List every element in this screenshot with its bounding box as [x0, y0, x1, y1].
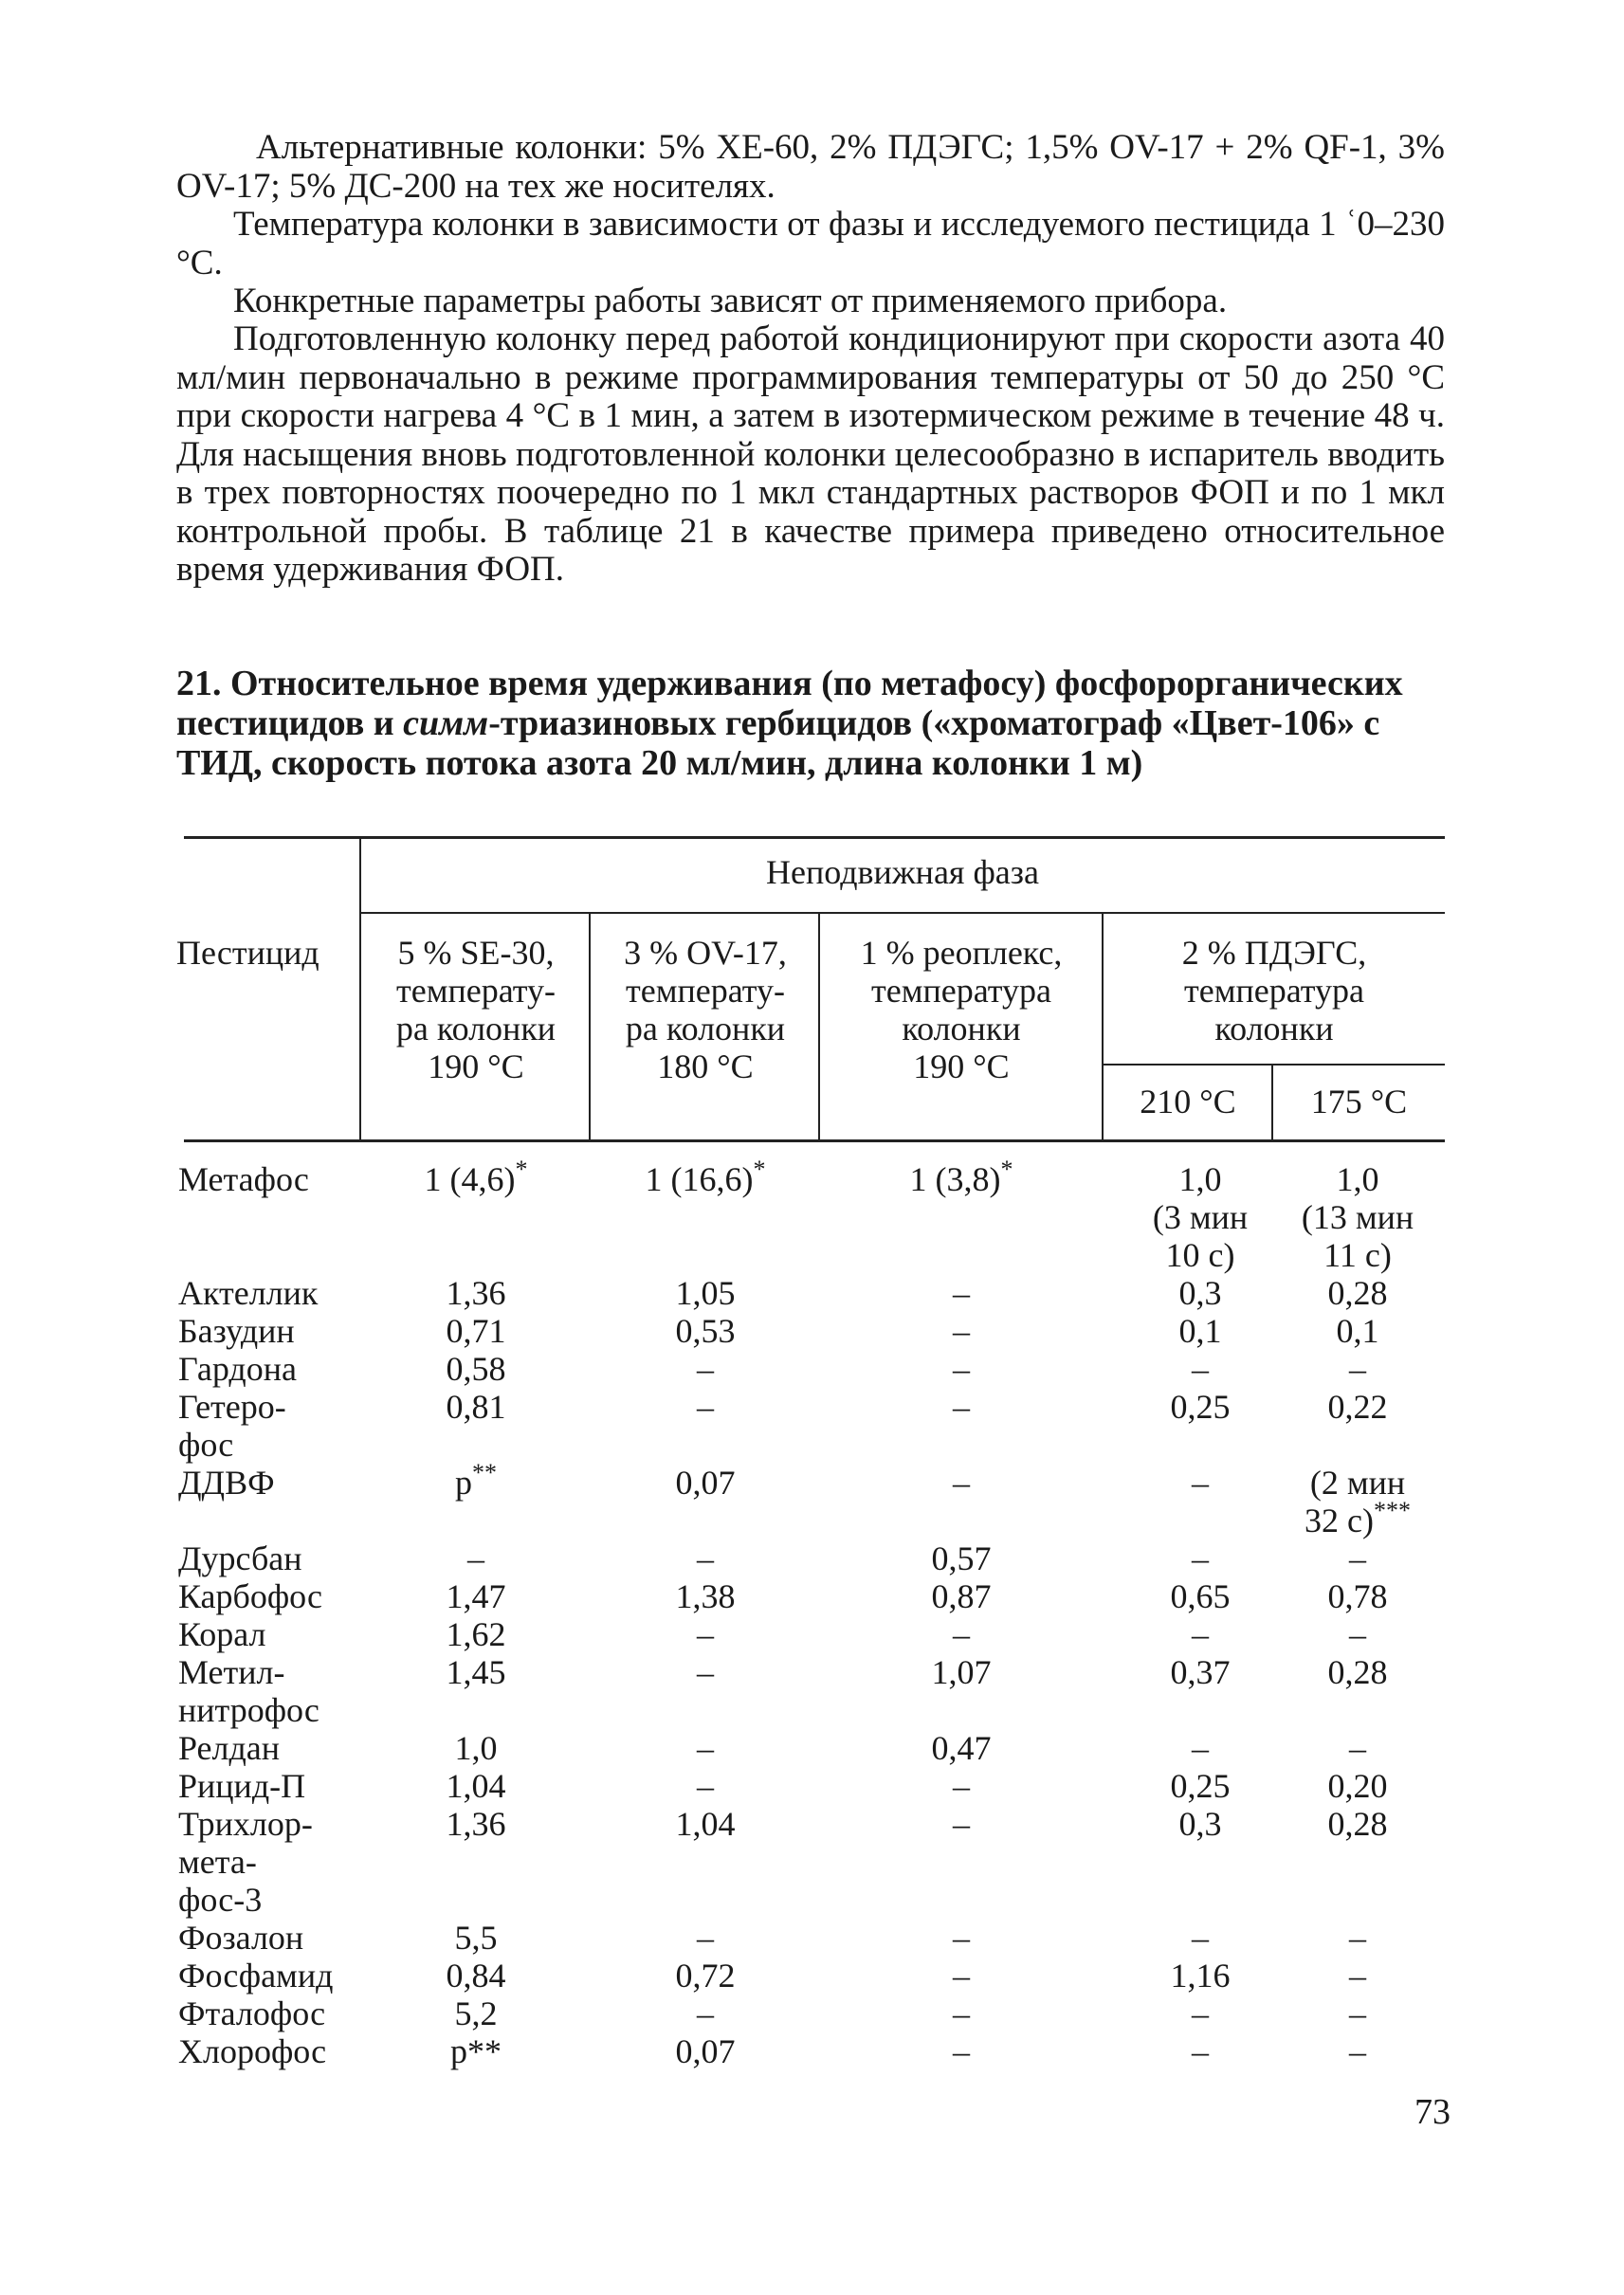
table-caption: [176, 664, 1445, 783]
value: 1 (16,6): [645, 1160, 754, 1198]
row-name: Рицид-П: [178, 1767, 306, 1805]
row-value-ov17: 1,38: [675, 1577, 736, 1615]
header-ov17: 3 % OV-17, температу- ра колонки 180 °C: [624, 934, 787, 1085]
row-value-se30: 1,0: [454, 1729, 498, 1767]
row-value-pdegs-210: 0,25: [1170, 1767, 1231, 1805]
row-value-reoplex: –: [953, 1615, 970, 1653]
value: p: [455, 1464, 472, 1502]
row-name: Фозалон: [178, 1919, 304, 1957]
row-name: Метафос: [178, 1160, 309, 1198]
row-value-pdegs-175: [1274, 1464, 1441, 1539]
row-value-pdegs-210: 0,37: [1170, 1653, 1231, 1691]
header-se30: 5 % SE-30, температу- ра колонки 190 °C: [395, 934, 557, 1085]
row-name: Гардона: [178, 1350, 297, 1388]
row-value-pdegs-210: –: [1192, 1539, 1209, 1577]
row-name: Релдан: [178, 1729, 281, 1767]
row-value-pdegs-175: –: [1349, 1957, 1366, 1994]
row-value-se30: –: [467, 1539, 484, 1577]
row-value-pdegs-210: 0,25: [1170, 1388, 1231, 1426]
row-value-se30: [362, 1156, 590, 1198]
pdegs-sub-rule: [1102, 1064, 1445, 1066]
row-name: Корал: [178, 1615, 266, 1653]
row-value-pdegs-175: –: [1349, 2032, 1366, 2070]
row-value-pdegs-175: –: [1349, 1994, 1366, 2032]
row-value-se30: 1,45: [446, 1653, 506, 1691]
paragraph-parameters: Конкретные параметры работы зависят от применяемого прибора.: [233, 282, 1228, 320]
row-value-reoplex: 0,57: [931, 1539, 992, 1577]
row-value-pdegs-210: –: [1192, 1350, 1209, 1388]
row-name: Хлорофос: [178, 2032, 327, 2070]
row-name: Трихлор- мета- фос-3: [178, 1805, 313, 1919]
row-value-se30: 0,81: [446, 1388, 506, 1426]
header-pdegs-175: 175 °C: [1310, 1083, 1408, 1120]
row-value-reoplex: [821, 1156, 1102, 1198]
row-value-reoplex: 0,47: [931, 1729, 992, 1767]
row-value-ov17: 0,72: [675, 1957, 736, 1994]
row-value-reoplex: –: [953, 2032, 970, 2070]
paragraph-alt-columns: Альтернативные колонки: 5% XE-60, 2% ПДЭГС; 1,5% OV-17 + 2% QF-1, 3% OV-17; 5% ДС-200 на тех же носителях.: [176, 128, 1445, 206]
row-value-pdegs-175: 1,0 (13 мин 11 с): [1301, 1160, 1414, 1274]
table-top-rule: [184, 836, 1445, 839]
row-name: Метил- нитрофос: [178, 1653, 319, 1729]
row-value-ov17: –: [697, 1539, 714, 1577]
row-value-pdegs-210: –: [1192, 1994, 1209, 2032]
row-value-pdegs-210: 0,65: [1170, 1577, 1231, 1615]
row-value-pdegs-175: 0,28: [1327, 1653, 1388, 1691]
footnote-mark: ***: [1373, 1497, 1411, 1524]
phase-group-rule: [360, 912, 1445, 914]
page-number: 73: [1414, 2092, 1451, 2132]
footnote-mark: **: [472, 1459, 497, 1486]
row-value-pdegs-210: 0,1: [1178, 1312, 1222, 1350]
value: 1 (4,6): [424, 1160, 516, 1198]
header-reoplex: 1 % реоплекс, температура колонки 190 °C: [860, 934, 1063, 1085]
value: 1 (3,8): [909, 1160, 1001, 1198]
row-value-reoplex: –: [953, 1274, 970, 1312]
row-value-pdegs-175: –: [1349, 1729, 1366, 1767]
row-value-reoplex: –: [953, 1464, 970, 1502]
paragraph-conditioning: Подготовленную колонку перед работой кондиционируют при скорости азота 40 мл/мин первоначально в режиме программирования температуры от 50 до 250 °C при скорости нагрева 4 °C в 1 мин, а затем в изотермическом режиме в течение 48 ч. Для насыщения вновь подготовленной колонки целесообразно в испаритель вводить в трех повторностях поочередно по 1 мкл стандартных растворов ФОП и по 1 мкл контрольной пробы. В таблице 21 в качестве примера приведено относительное время удерживания ФОП.: [176, 319, 1445, 589]
row-name: Карбофос: [178, 1577, 323, 1615]
row-value-reoplex: –: [953, 1805, 970, 1843]
caption-text-part2: -триазиновых гербицидов («хроматограф «Цвет-106» с ТИД, скорость потока азота 20 мл/мин, длина колонки 1 м): [176, 703, 1380, 783]
row-value-ov17: [592, 1156, 819, 1198]
row-name: ДДВФ: [178, 1464, 275, 1502]
row-value-pdegs-210: –: [1192, 1919, 1209, 1957]
row-value-pdegs-175: 0,20: [1327, 1767, 1388, 1805]
row-value-se30: 0,84: [446, 1957, 506, 1994]
row-value-ov17: 1,05: [675, 1274, 736, 1312]
row-value-ov17: 0,53: [675, 1312, 736, 1350]
row-value-se30: 1,62: [446, 1615, 506, 1653]
row-value-pdegs-210: 0,3: [1178, 1274, 1222, 1312]
footnote-mark: *: [1000, 1156, 1013, 1183]
row-value-se30: 1,36: [446, 1805, 506, 1843]
row-value-pdegs-175: 0,22: [1327, 1388, 1388, 1426]
row-value-pdegs-175: –: [1349, 1350, 1366, 1388]
row-value-se30: 1,47: [446, 1577, 506, 1615]
value: (2 мин 32 с): [1305, 1464, 1406, 1539]
row-value-se30: 0,58: [446, 1350, 506, 1388]
row-value-se30: p**: [450, 2032, 502, 2070]
row-value-reoplex: –: [953, 1767, 970, 1805]
row-value-pdegs-175: 0,28: [1327, 1274, 1388, 1312]
header-pesticide: Пестицид: [176, 934, 319, 972]
row-value-ov17: 0,07: [675, 2032, 736, 2070]
row-value-reoplex: –: [953, 1312, 970, 1350]
row-value-ov17: –: [697, 1994, 714, 2032]
row-value-ov17: –: [697, 1350, 714, 1388]
row-value-se30: 5,2: [454, 1994, 498, 2032]
caption-italic: симм: [403, 703, 489, 743]
paragraph-column-temperature: Температура колонки в зависимости от фазы и исследуемого пестицида 1 ʿ0–230 °C.: [176, 205, 1445, 282]
row-value-pdegs-175: 0,1: [1336, 1312, 1379, 1350]
header-stationary-phase: Неподвижная фаза: [766, 853, 1039, 891]
row-name: Фталофос: [178, 1994, 326, 2032]
row-name: Фосфамид: [178, 1957, 334, 1994]
row-name: Базудин: [178, 1312, 295, 1350]
row-name: Дурсбан: [178, 1539, 302, 1577]
row-value-ov17: –: [697, 1388, 714, 1426]
row-name: Актеллик: [178, 1274, 319, 1312]
header-pdegs: 2 % ПДЭГС, температура колонки: [1181, 934, 1367, 1047]
row-value-ov17: –: [697, 1615, 714, 1653]
row-value-pdegs-175: 0,28: [1327, 1805, 1388, 1843]
row-value-reoplex: –: [953, 1350, 970, 1388]
row-value-reoplex: –: [953, 1957, 970, 1994]
row-value-reoplex: –: [953, 1919, 970, 1957]
row-value-reoplex: –: [953, 1994, 970, 2032]
row-value-ov17: –: [697, 1919, 714, 1957]
footnote-mark: *: [753, 1156, 766, 1183]
row-value-se30: 1,36: [446, 1274, 506, 1312]
row-value-se30: [362, 1459, 590, 1502]
row-value-pdegs-210: –: [1192, 1729, 1209, 1767]
row-value-pdegs-210: 0,3: [1178, 1805, 1222, 1843]
row-value-ov17: –: [697, 1767, 714, 1805]
row-value-pdegs-210: –: [1192, 1464, 1209, 1502]
row-value-pdegs-175: –: [1349, 1615, 1366, 1653]
footnote-mark: *: [515, 1156, 528, 1183]
row-value-ov17: 1,04: [675, 1805, 736, 1843]
row-value-ov17: 0,07: [675, 1464, 736, 1502]
row-value-pdegs-175: 0,78: [1327, 1577, 1388, 1615]
row-value-pdegs-175: –: [1349, 1539, 1366, 1577]
header-pdegs-210: 210 °C: [1140, 1083, 1236, 1120]
row-name: Гетеро- фос: [178, 1388, 286, 1464]
row-value-se30: 5,5: [454, 1919, 498, 1957]
row-value-pdegs-210: –: [1192, 1615, 1209, 1653]
row-value-ov17: –: [697, 1729, 714, 1767]
row-value-pdegs-210: –: [1192, 2032, 1209, 2070]
row-value-pdegs-210: 1,16: [1170, 1957, 1231, 1994]
row-value-pdegs-210: 1,0 (3 мин 10 с): [1152, 1160, 1249, 1274]
row-value-reoplex: 1,07: [931, 1653, 992, 1691]
row-value-pdegs-175: –: [1349, 1919, 1366, 1957]
table-header-rule: [184, 1139, 1445, 1142]
caption-text-part1: 21. Относительное время удерживания (по метафосу) фосфорорганических пестицидов и: [176, 664, 1403, 743]
row-value-se30: 0,71: [446, 1312, 506, 1350]
row-value-se30: 1,04: [446, 1767, 506, 1805]
row-value-reoplex: 0,87: [931, 1577, 992, 1615]
row-value-ov17: –: [697, 1653, 714, 1691]
row-value-reoplex: –: [953, 1388, 970, 1426]
